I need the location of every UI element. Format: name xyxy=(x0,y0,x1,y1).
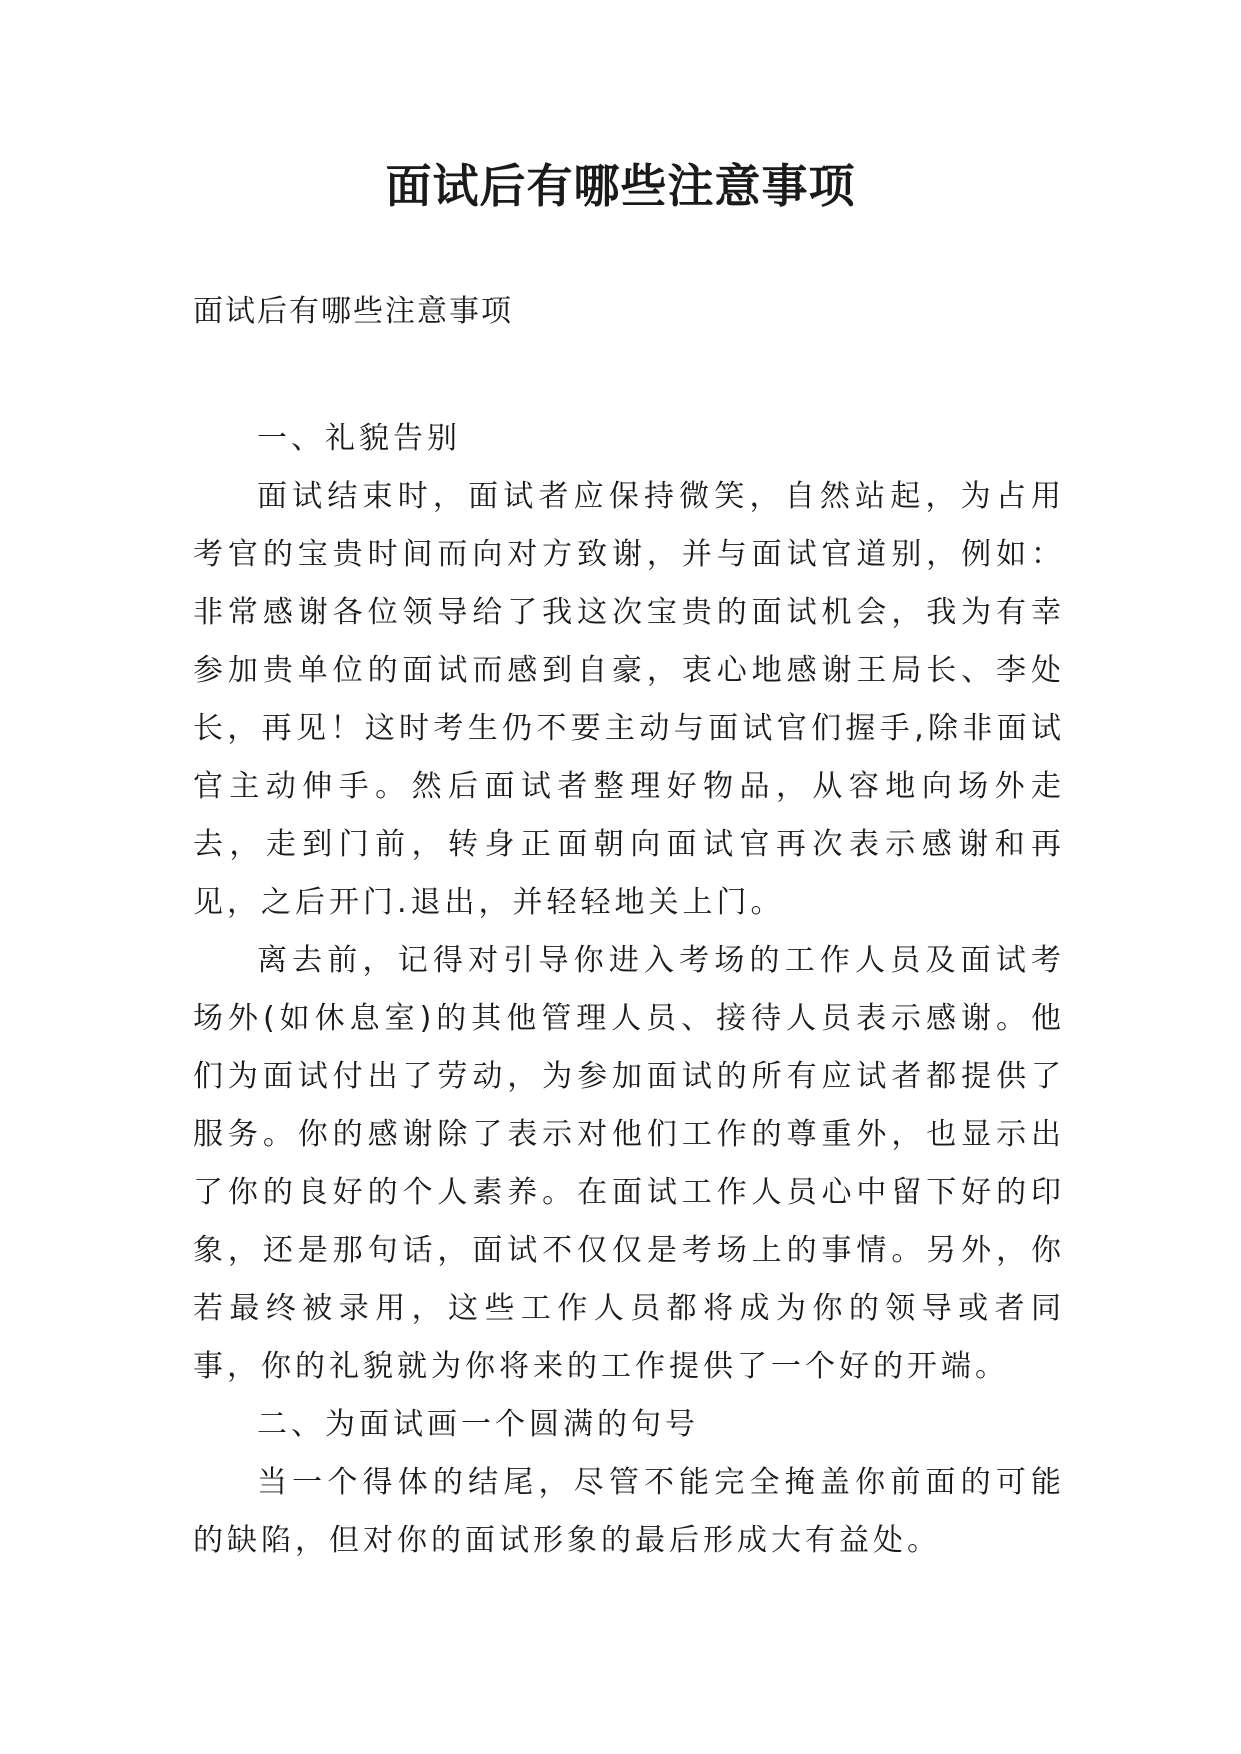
paragraph: 离去前，记得对引导你进入考场的工作人员及面试考场外(如休息室)的其他管理人员、接待人员表示感谢。他们为面试付出了劳动，为参加面试的所有应试者都提供了服务。你的感谢除了表示对他们工作的尊重外，也显示出了你的良好的个人素养。在面试工作人员心中留下好的印象，还是那句话，面试不仅仅是考场上的事情。另外，你若最终被录用，这些工作人员都将成为你的领导或者同事，你的礼貌就为你将来的工作提供了一个好的开端。 xyxy=(193,943,1065,1384)
paragraph: 面试结束时，面试者应保持微笑，自然站起，为占用考官的宝贵时间而向对方致谢，并与面试官道别，例如：非常感谢各位领导给了我这次宝贵的面试机会，我为有幸参加贵单位的面试而感到自豪，衷心地感谢王局长、李处长，再见！这时考生仍不要主动与面试官们握手,除非面试官主动伸手。然后面试者整理好物品，从容地向场外走去，走到门前，转身正面朝向面试官再次表示感谢和再见，之后开门.退出，并轻轻地关上门。 xyxy=(193,479,1065,920)
document-title: 面试后有哪些注意事项 xyxy=(385,159,856,213)
paragraph: 当一个得体的结尾，尽管不能完全掩盖你前面的可能的缺陷，但对你的面试形象的最后形成大有益处。 xyxy=(193,1465,1065,1558)
section-heading-1: 一、礼貌告别 xyxy=(257,421,461,456)
document-subtitle: 面试后有哪些注意事项 xyxy=(193,294,513,329)
section-heading-2: 二、为面试画一个圆满的句号 xyxy=(257,1407,699,1442)
document-body xyxy=(193,410,1065,1570)
